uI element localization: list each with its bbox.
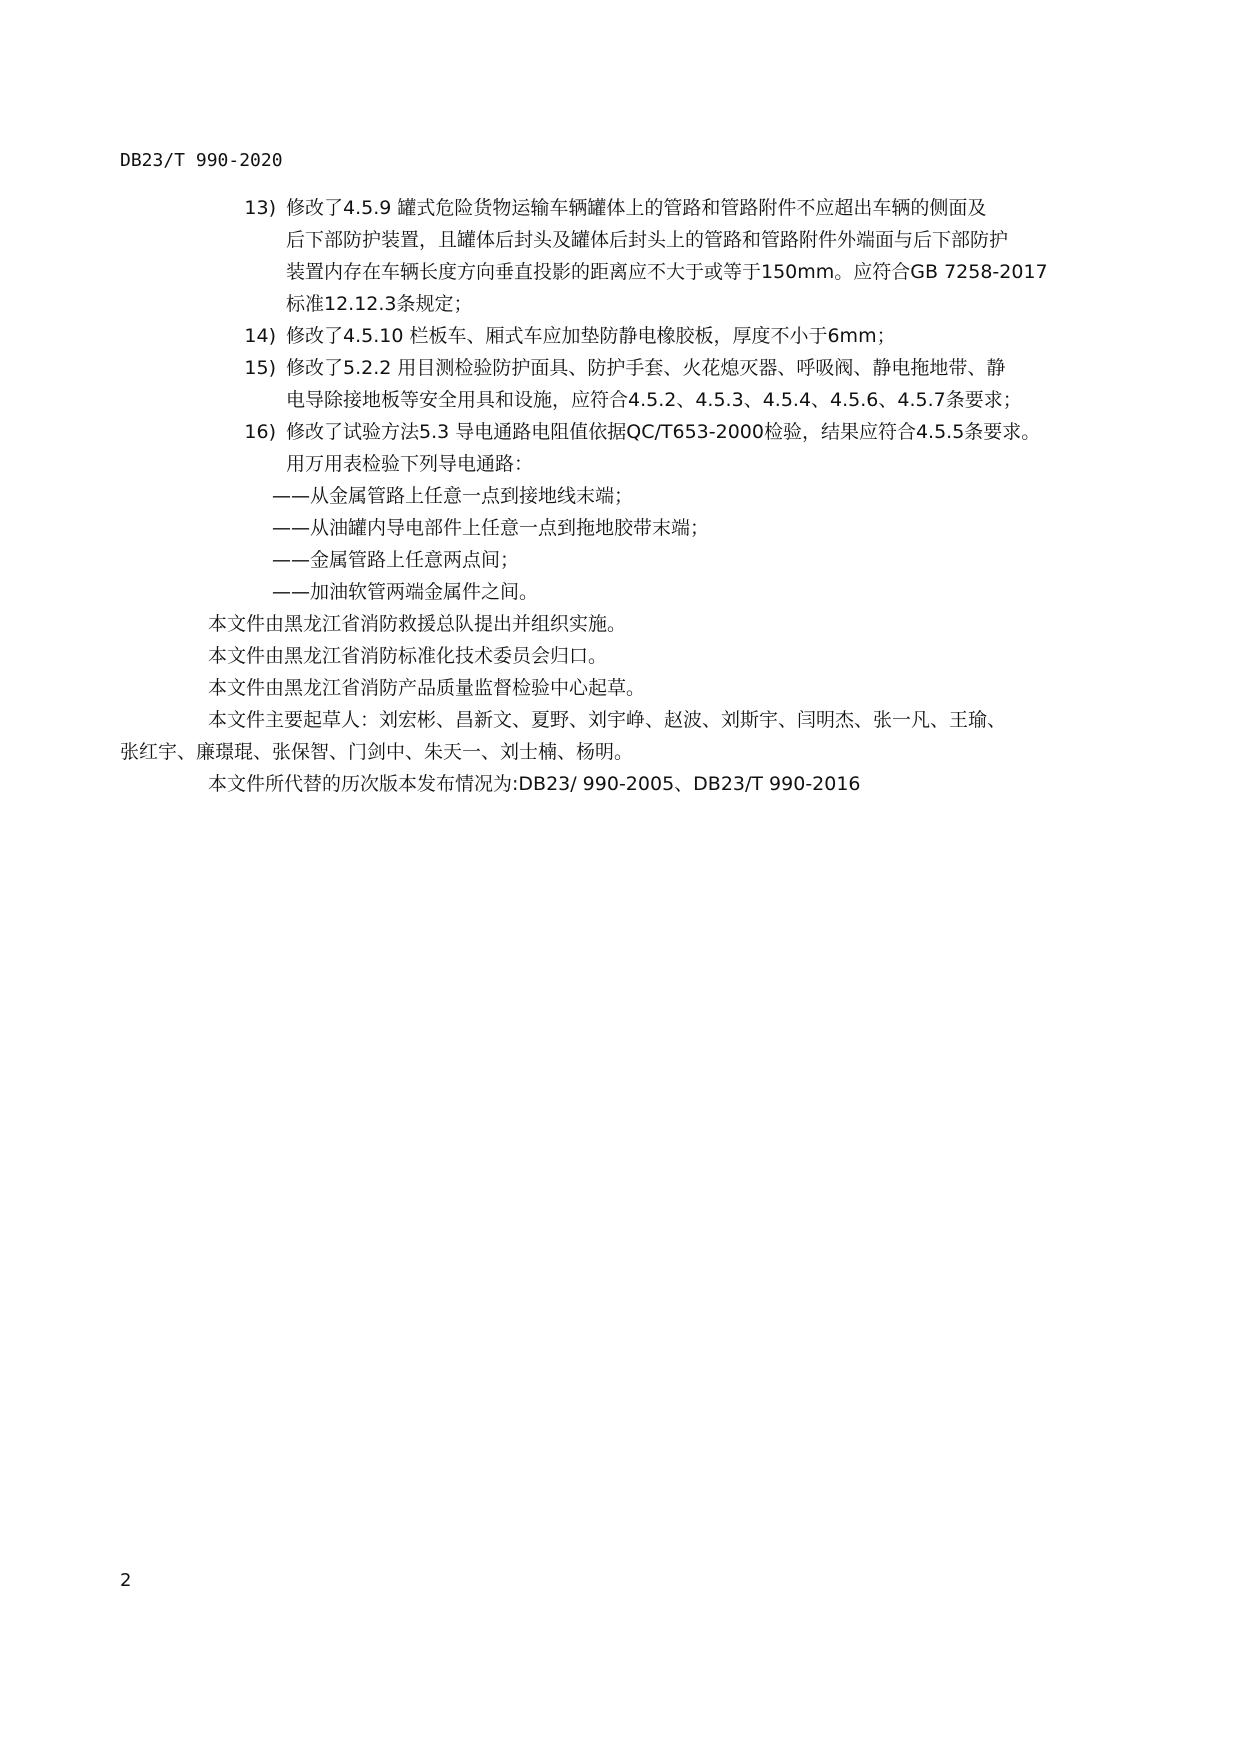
item-number: 13)	[244, 197, 276, 219]
list-item	[120, 416, 1100, 480]
document-body	[120, 192, 1100, 800]
item-line: 用万用表检验下列导电通路：	[286, 453, 534, 475]
item-line: 后下部防护装置，且罐体后封头及罐体后封头上的管路和管路附件外端面与后下部防护	[286, 229, 1009, 251]
item-text	[276, 352, 1022, 416]
item-line: 修改了4.5.9 罐式危险货物运输车辆罐体上的管路和管路附件不应超出车辆的侧面及	[286, 197, 987, 219]
item-number: 15)	[244, 357, 276, 379]
dash-list-item: ——从金属管路上任意一点到接地线末端；	[272, 485, 634, 507]
list-item	[120, 320, 1100, 352]
item-text	[276, 192, 1048, 320]
item-line: 标准12.12.3条规定；	[286, 293, 473, 315]
dash-list-item: ——从油罐内导电部件上任意一点到拖地胶带末端；	[272, 517, 710, 539]
committee-paragraph: 本文件由黑龙江省消防标准化技术委员会归口。	[208, 645, 608, 667]
drafters-paragraph-continued: 张红宇、廉璟琨、张保智、门剑中、朱天一、刘士楠、杨明。	[120, 741, 634, 763]
history-paragraph: 本文件所代替的历次版本发布情况为:DB23/ 990-2005、DB23/T 990-2016	[208, 773, 861, 795]
document-code-header: DB23/T 990-2020	[120, 150, 283, 171]
list-item	[120, 352, 1100, 416]
item-line: 修改了5.2.2 用目测检验防护面具、防护手套、火花熄灭器、呼吸阀、静电拖地带、静	[286, 357, 1006, 379]
item-line: 修改了试验方法5.3 导电通路电阻值依据QC/T653-2000检验，结果应符合4.5.5条要求。	[286, 421, 1041, 443]
dash-list-item: ——加油软管两端金属件之间。	[272, 581, 539, 603]
list-item	[120, 192, 1100, 320]
item-text	[276, 416, 1040, 480]
drafting-unit-paragraph: 本文件由黑龙江省消防产品质量监督检验中心起草。	[208, 677, 646, 699]
item-number: 14)	[244, 325, 276, 347]
page-number: 2	[120, 1570, 132, 1591]
item-line: 装置内存在车辆长度方向垂直投影的距离应不大于或等于150mm。应符合GB 7258-2017	[286, 261, 1048, 283]
item-number: 16)	[244, 421, 276, 443]
item-text	[276, 320, 896, 352]
item-line: 电导除接地板等安全用具和设施，应符合4.5.2、4.5.3、4.5.4、4.5.6、4.5.7条要求；	[286, 389, 1022, 411]
item-line: 修改了4.5.10 栏板车、厢式车应加垫防静电橡胶板，厚度不小于6mm；	[286, 325, 896, 347]
dash-list-item: ——金属管路上任意两点间；	[272, 549, 520, 571]
drafters-paragraph: 本文件主要起草人：刘宏彬、昌新文、夏野、刘宇峥、赵波、刘斯宇、闫明杰、张一凡、王瑜、	[208, 709, 1007, 731]
proposer-paragraph: 本文件由黑龙江省消防救援总队提出并组织实施。	[208, 613, 627, 635]
